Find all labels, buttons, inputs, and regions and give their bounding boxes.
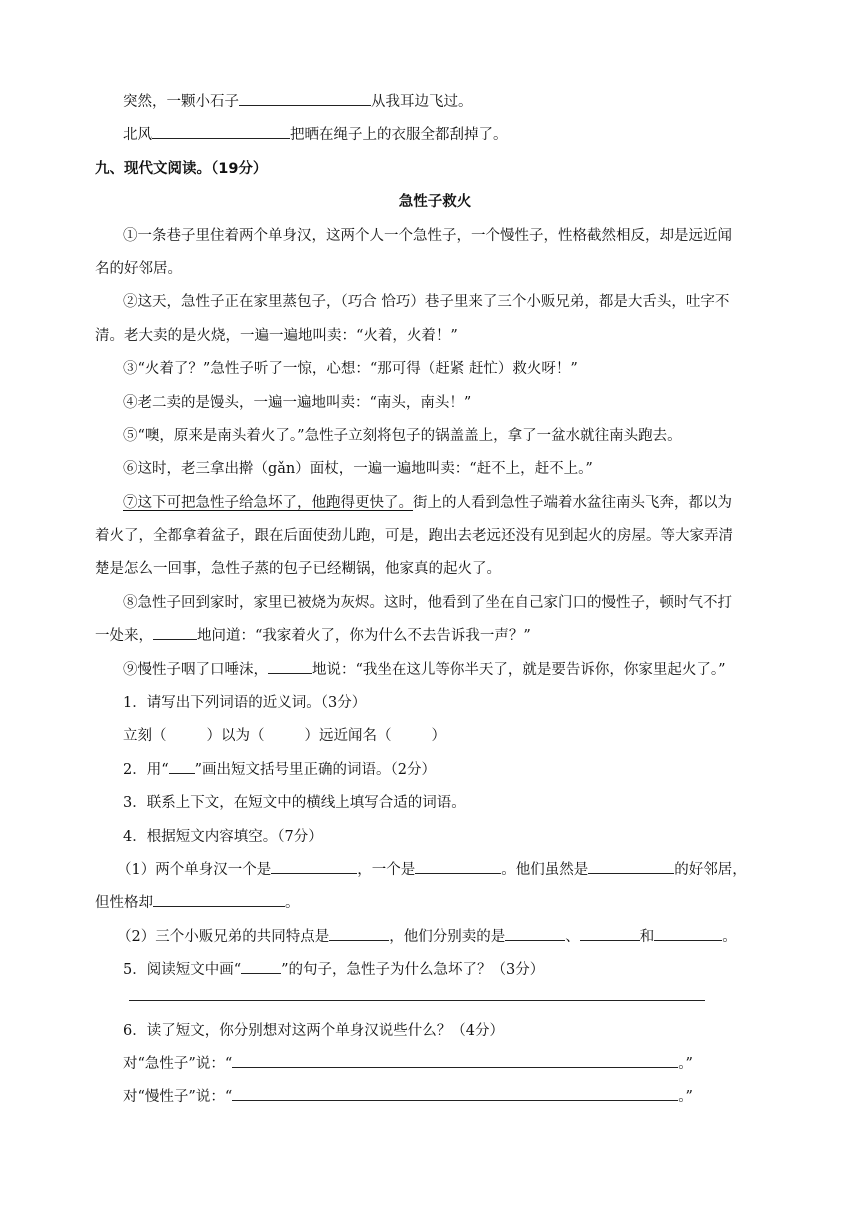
underlined-sentence: ⑦这下可把急性子给急坏了，他跑得更快了。 bbox=[123, 494, 413, 511]
paragraph-6: ⑥这时，老三拿出擀（gǎn）面杖，一遍一遍地叫卖：“赶不上，赶不上。” bbox=[123, 461, 593, 478]
question-text: 。” bbox=[678, 1055, 693, 1072]
question-1-words bbox=[95, 720, 775, 753]
answer-blank[interactable] bbox=[232, 1083, 678, 1101]
question-text: 的好邻居， bbox=[674, 861, 747, 878]
question-text: ”画出短文括号里正确的词语。（2分） bbox=[194, 761, 437, 778]
question-text: 对“慢性子”说：“ bbox=[123, 1089, 233, 1106]
answer-blank[interactable] bbox=[153, 622, 197, 640]
question-4-1 bbox=[95, 854, 775, 887]
paragraph-text: 地问道：“我家着火了，你为什么不去告诉我一声？” bbox=[197, 628, 531, 645]
question-text: 、 bbox=[565, 928, 580, 945]
answer-blank[interactable] bbox=[329, 923, 389, 941]
sentence-text: 从我耳边飞过。 bbox=[371, 94, 473, 110]
fill-sentence-1 bbox=[95, 86, 775, 119]
paragraph-5: ⑤“噢，原来是南头着火了。”急性子立刻将包子的锅盖盖上，拿了一盆水就往南头跑去。 bbox=[123, 427, 682, 444]
paragraph-4: ④老二卖的是馒头，一遍一遍地叫卖：“南头，南头！” bbox=[123, 394, 472, 411]
question-text: （1）两个单身汉一个是 bbox=[117, 861, 272, 878]
question-text: ，他们分别卖的是 bbox=[389, 928, 506, 945]
answer-blank[interactable] bbox=[588, 856, 674, 874]
word-label: 立刻（ bbox=[123, 728, 167, 745]
paragraph-2-line-1: ②这天，急性子正在家里蒸包子，（巧合 恰巧）巷子里来了三个小贩兄弟，都是大舌头，吐字不 bbox=[123, 294, 730, 311]
underline-sample bbox=[241, 956, 281, 974]
answer-blank[interactable] bbox=[232, 1050, 678, 1068]
paragraph-text: 街上的人看到急性子端着水盆往南头飞奔，都以为 bbox=[413, 494, 732, 511]
question-text: 5．阅读短文中画“ bbox=[123, 962, 242, 979]
question-6-b bbox=[95, 1081, 775, 1114]
question-3: 3．联系上下文，在短文中的横线上填写合适的词语。 bbox=[123, 795, 466, 812]
paragraph-8-line-2 bbox=[95, 620, 775, 653]
answer-blank[interactable] bbox=[271, 856, 357, 874]
section-title: 九、现代文阅读。（19分） bbox=[95, 160, 268, 177]
question-text: 。” bbox=[678, 1089, 693, 1106]
answer-blank[interactable] bbox=[152, 121, 290, 139]
answer-blank[interactable] bbox=[580, 923, 640, 941]
question-4-1-cont bbox=[95, 887, 775, 920]
sentence-text: 把晒在绳子上的衣服全都刮掉了。 bbox=[290, 127, 508, 144]
paragraph-7-line-2: 着火了，全都拿着盆子，跟在后面使劲儿跑，可是，跑出去老远还没有见到起火的房屋。等大家弄清 bbox=[95, 528, 733, 545]
paragraph-9 bbox=[95, 654, 775, 687]
paragraph-7-line-3: 楚是怎么一回事，急性子蒸的包子已经糊锅，他家真的起火了。 bbox=[95, 561, 501, 578]
sentence-text: 北风 bbox=[123, 127, 152, 144]
worksheet-page bbox=[95, 86, 775, 1115]
answer-blank[interactable] bbox=[654, 923, 722, 941]
word-label: ）以为（ bbox=[206, 728, 265, 745]
paragraph-text: 地说：“我坐在这儿等你半天了，就是要告诉你，你家里起火了。” bbox=[312, 661, 726, 678]
answer-line[interactable] bbox=[129, 1000, 705, 1001]
passage-title: 急性子救火 bbox=[398, 194, 472, 211]
answer-blank[interactable] bbox=[153, 889, 285, 907]
question-text: ，一个是 bbox=[357, 861, 416, 878]
question-text: 但性格却 bbox=[95, 895, 153, 912]
question-5 bbox=[95, 954, 775, 987]
question-4-2 bbox=[95, 921, 775, 954]
paragraph-1-line-1: ①一条巷子里住着两个单身汉，这两个人一个急性子，一个慢性子，性格截然相反，却是远近闻 bbox=[123, 227, 732, 244]
question-text: 。 bbox=[722, 928, 737, 945]
paragraph-7-line-1 bbox=[95, 487, 775, 520]
answer-blank[interactable] bbox=[239, 88, 371, 106]
fill-sentence-2 bbox=[95, 119, 775, 152]
paragraph-8-line-1: ⑧急性子回到家时，家里已被烧为灰烬。这时，他看到了坐在自己家门口的慢性子，顿时气不打 bbox=[123, 594, 732, 611]
paragraph-2-line-2: 清。老大卖的是火烧，一遍一遍地叫卖：“火着，火着！” bbox=[95, 327, 458, 344]
question-text: 对“急性子”说：“ bbox=[123, 1055, 233, 1072]
word-label: ） bbox=[431, 728, 446, 745]
paragraph-1-line-2: 名的好邻居。 bbox=[95, 260, 182, 277]
question-4: 4．根据短文内容填空。（7分） bbox=[123, 828, 323, 845]
question-text: 2．用“ bbox=[123, 761, 169, 778]
question-text: ”的句子，急性子为什么急坏了？（3分） bbox=[281, 962, 545, 979]
question-1: 1．请写出下列词语的近义词。（3分） bbox=[123, 695, 367, 712]
question-text: （2）三个小贩兄弟的共同特点是 bbox=[117, 928, 330, 945]
question-6-a bbox=[95, 1048, 775, 1081]
question-text: 。他们虽然是 bbox=[501, 861, 589, 878]
paragraph-text: ⑨慢性子咽了口唾沫， bbox=[123, 661, 268, 678]
question-2 bbox=[95, 754, 775, 787]
question-text: 和 bbox=[639, 928, 655, 945]
answer-blank[interactable] bbox=[505, 923, 565, 941]
question-text: 。 bbox=[285, 895, 300, 912]
paragraph-text: 一处来， bbox=[95, 628, 153, 645]
word-label: ）远近闻名（ bbox=[304, 728, 392, 745]
question-6: 6．读了短文，你分别想对这两个单身汉说些什么？（4分） bbox=[123, 1022, 504, 1039]
paragraph-3: ③“火着了？”急性子听了一惊，心想：“那可得（赶紧 赶忙）救火呀！” bbox=[123, 361, 578, 378]
underline-sample bbox=[169, 756, 195, 774]
answer-blank[interactable] bbox=[415, 856, 501, 874]
sentence-text: 突然，一颗小石子 bbox=[123, 94, 239, 110]
answer-blank[interactable] bbox=[268, 656, 312, 674]
